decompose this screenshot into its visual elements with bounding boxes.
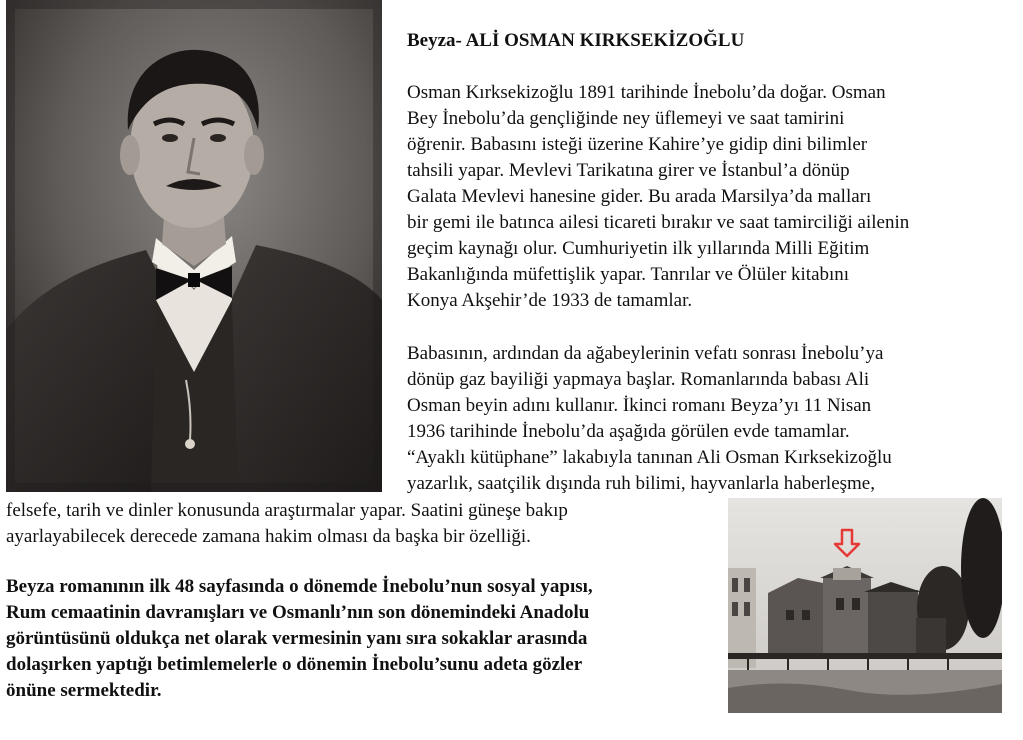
- text-line: önüne sermektedir.: [6, 680, 162, 701]
- text-line: Bakanlığında müfettişlik yapar. Tanrılar ve Ölüler kitabını: [407, 264, 850, 285]
- text-line: tahsili yapar. Mevlevi Tarikatına girer ve İstanbul’a dönüp: [407, 160, 850, 181]
- text-line: Osman Kırksekizoğlu 1891 tarihinde İnebolu’da doğar. Osman: [407, 82, 886, 103]
- text-line: Konya Akşehir’de 1933 de tamamlar.: [407, 290, 693, 311]
- text-line: Rum cemaatinin davranışları ve Osmanlı’nın son dönemindeki Anadolu: [6, 602, 590, 623]
- text-line: Beyza romanının ilk 48 sayfasında o dönemde İnebolu’nun sosyal yapısı,: [6, 576, 593, 597]
- text-line: bir gemi ile batınca ailesi ticareti bırakır ve saat tamirciliği ailenin: [407, 212, 910, 233]
- text-line: geçim kaynağı olur. Cumhuriyetin ilk yıllarında Milli Eğitim: [407, 238, 870, 259]
- text-line: öğrenir. Babasını isteği üzerine Kahire’ye gidip dini bilimler: [407, 134, 868, 155]
- text-line: Galata Mevlevi hanesine gider. Bu arada Marsilya’da malları: [407, 186, 872, 207]
- text-line: felsefe, tarih ve dinler konusunda araştırmalar yapar. Saatini güneşe bakıp: [6, 500, 568, 521]
- text-line: yazarlık, saatçilik dışında ruh bilimi, hayvanlarla haberleşme,: [407, 473, 875, 494]
- text-line: dönüp gaz bayiliği yapmaya başlar. Romanlarında babası Ali: [407, 369, 870, 390]
- text-line: görüntüsünü oldukça net olarak vermesinin yanı sıra sokaklar arasında: [6, 628, 588, 649]
- house-photo: [728, 498, 1002, 713]
- text-line: ayarlayabilecek derecede zamana hakim olması da başka bir özelliği.: [6, 526, 531, 547]
- text-line: 1936 tarihinde İnebolu’da aşağıda görülen evde tamamlar.: [407, 421, 850, 442]
- text-line: Osman beyin adını kullanır. İkinci romanı Beyza’yı 11 Nisan: [407, 395, 872, 416]
- text-line: dolaşırken yaptığı betimlemelerle o dönemin İnebolu’sunu adeta gözler: [6, 654, 583, 675]
- page-title: Beyza- ALİ OSMAN KIRKSEKİZOĞLU: [407, 30, 745, 51]
- text-line: Bey İnebolu’da gençliğinde ney üflemeyi ve saat tamirini: [407, 108, 845, 129]
- portrait-photo: [6, 0, 382, 492]
- text-line: Babasının, ardından da ağabeylerinin vefatı sonrası İnebolu’ya: [407, 343, 884, 364]
- text-line: “Ayaklı kütüphane” lakabıyla tanınan Ali Osman Kırksekizoğlu: [407, 447, 892, 468]
